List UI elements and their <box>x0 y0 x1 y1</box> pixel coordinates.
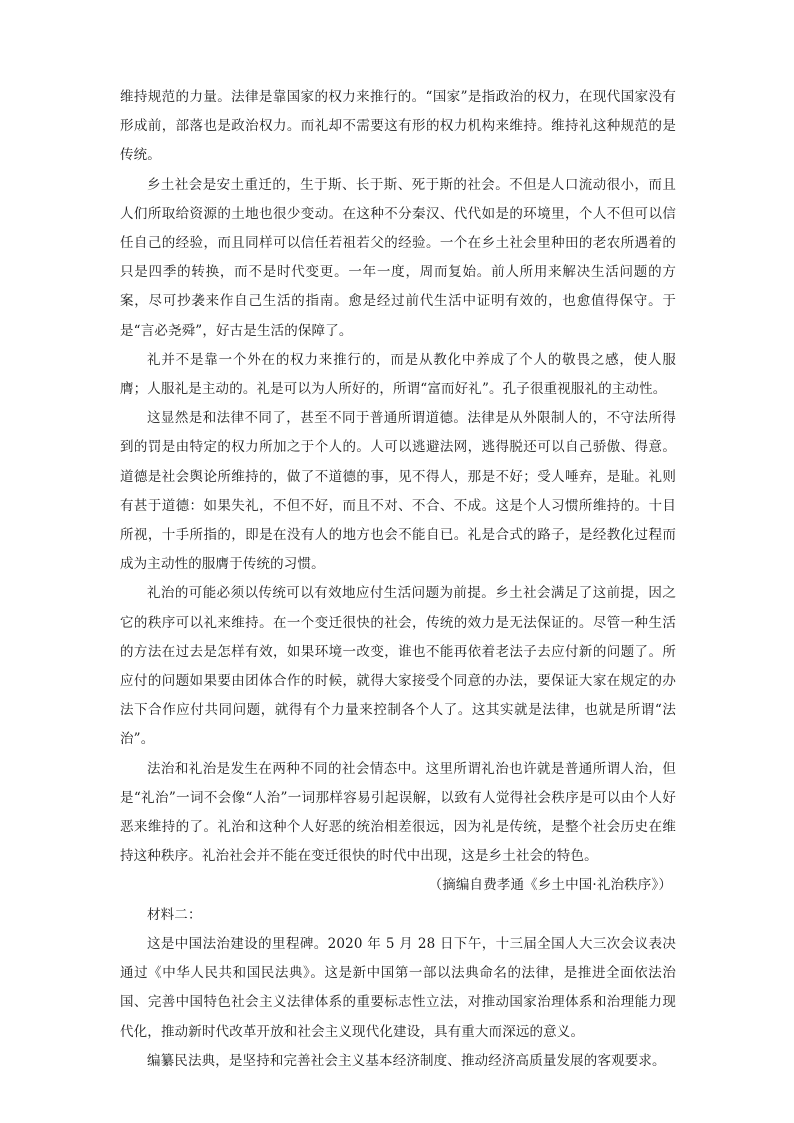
document-body <box>120 83 676 1076</box>
paragraph-ritual-governance: 礼治的可能必须以传统可以有效地应付生活问题为前提。乡土社会满足了这前提，因之它的秩序可以礼来维持。在一个变迁很快的社会，传统的效力是无法保证的。尽管一种生活的方法在过去是怎样有效，如果环境一改变，谁也不能再依着老法子去应付新的问题了。所应付的问题如果要由团体合作的时候，就得大家接受个同意的办法，要保证大家在规定的办法下合作应付共同问题，就得有个力量来控制各个人了。这其实就是法律，也就是所谓“法治”。 <box>120 585 676 748</box>
paragraph-civil-code: 这是中国法治建设的里程碑。2020 年 5 月 28 日下午，十三届全国人大三次会议表决通过《中华人民共和国民法典》。这是新中国第一部以法典命名的法律，是推进全面依法治国、完善中国特色社会主义法律体系的重要标志性立法，对推动国家治理体系和治理能力现代化，推动新时代改革开放和社会主义现代化建设，具有重大而深远的意义。 <box>120 935 676 1040</box>
paragraph-civil-code-purpose: 编纂民法典，是坚持和完善社会主义基本经济制度、推动经济高质量发展的客观要求。 <box>147 1052 666 1069</box>
material-two-label: 材料二： <box>147 906 202 923</box>
paragraph-rural-society: 乡土社会是安土重迁的，生于斯、长于斯、死于斯的社会。不但是人口流动很小，而且人们所取给资源的土地也很少变动。在这种不分秦汉、代代如是的环境里，个人不但可以信任自己的经验，而且同样可以信任若祖若父的经验。一个在乡土社会里种田的老农所遇着的只是四季的转换，而不是时代变更。一年一度，周而复始。前人所用来解决生活问题的方案，尽可抄袭来作自己生活的指南。愈是经过前代生活中证明有效的，也愈值得保守。于是“言必尧舜”，好古是生活的保障了。 <box>120 176 676 339</box>
paragraph-ritual-power: 礼并不是靠一个外在的权力来推行的，而是从教化中养成了个人的敬畏之感，使人服膺；人服礼是主动的。礼是可以为人所好的，所谓“富而好礼”。孔子很重视服礼的主动性。 <box>120 351 676 398</box>
paragraph-rule-of-law: 法治和礼治是发生在两种不同的社会情态中。这里所谓礼治也许就是普通所谓人治，但是“礼治”一词不会像“人治”一词那样容易引起误解，以致有人觉得社会秩序是可以由个人好恶来维持的了。礼治和这种个人好恶的统治相差很远，因为礼是传统，是整个社会历史在维持这种秩序。礼治社会并不能在变迁很快的时代中出现，这是乡土社会的特色。 <box>120 760 676 865</box>
paragraph-law-morality: 这显然是和法律不同了，甚至不同于普通所谓道德。法律是从外限制人的，不守法所得到的罚是由特定的权力所加之于个人的。人可以逃避法网，逃得脱还可以自己骄傲、得意。道德是社会舆论所维持的，做了不道德的事，见不得人，那是不好；受人唾弃，是耻。礼则有甚于道德：如果失礼，不但不好，而且不对、不合、不成。这是个人习惯所维持的。十目所视，十手所指的，即是在没有人的地方也会不能自已。礼是合式的路子，是经教化过程而成为主动性的服膺于传统的习惯。 <box>120 410 676 573</box>
source-citation: （摘编自费孝通《乡土中国·礼治秩序》） <box>428 877 672 894</box>
paragraph-continuation: 维持规范的力量。法律是靠国家的权力来推行的。“国家”是指政治的权力，在现代国家没有形成前，部落也是政治权力。而礼却不需要这有形的权力机构来维持。维持礼这种规范的是传统。 <box>120 89 676 164</box>
